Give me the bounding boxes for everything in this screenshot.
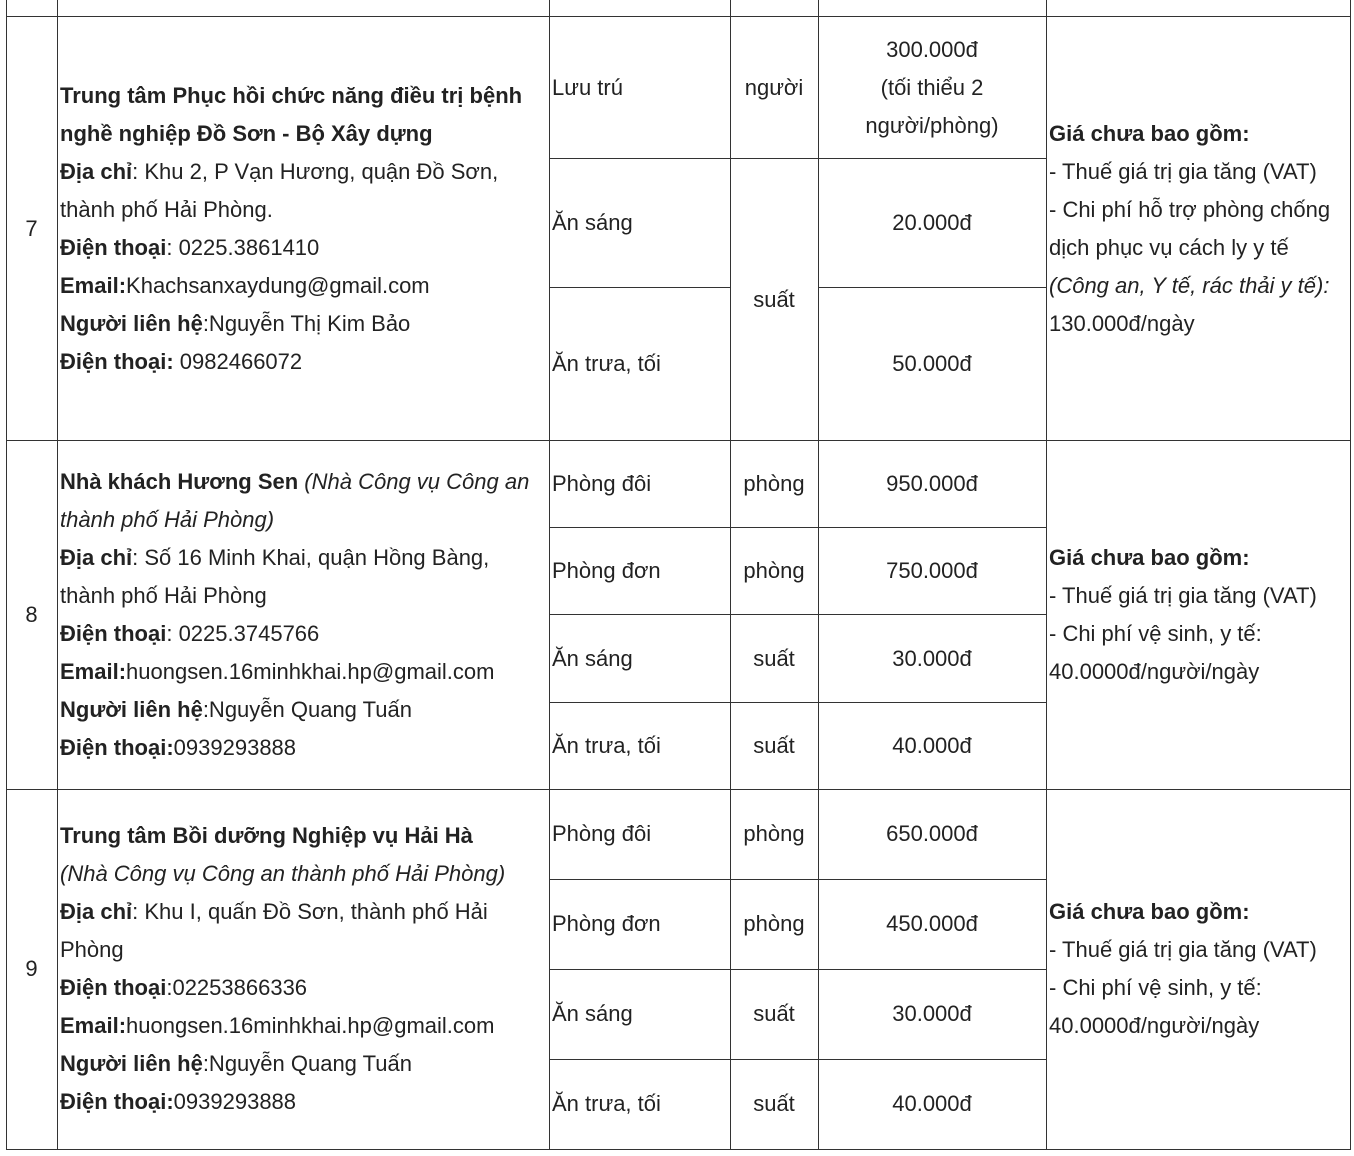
price-note	[1047, 789, 1351, 1149]
note-line: - Thuế giá trị gia tăng (VAT)	[1049, 937, 1317, 963]
service-item: Ăn trưa, tối	[550, 1059, 731, 1149]
service-item: Phòng đơn	[550, 879, 731, 969]
table-row	[7, 789, 1351, 879]
stub-cell	[819, 0, 1047, 17]
contact-value: :Nguyễn Quang Tuấn	[202, 1051, 412, 1077]
phone2-label: Điện thoại:	[60, 734, 174, 760]
service-price: 50.000đ	[819, 288, 1047, 441]
table-row	[7, 17, 1351, 159]
service-item: Ăn sáng	[550, 615, 731, 702]
email-value: huongsen.16minhkhai.hp@gmail.com	[126, 1013, 495, 1039]
service-price: 20.000đ	[819, 159, 1047, 288]
service-unit: phòng	[731, 441, 819, 528]
phone-value: : 0225.3745766	[166, 620, 320, 646]
note-line: - Chi phí vệ sinh, y tế: 40.0000đ/người/ngày	[1049, 620, 1262, 684]
service-unit: người	[731, 17, 819, 159]
facility-info	[58, 17, 550, 441]
price-table-wrapper	[6, 0, 1350, 1150]
facility-subtitle: (Nhà Công vụ Công an thành phố Hải Phòng)	[60, 468, 530, 532]
phone-label: Điện thoại	[60, 975, 167, 1001]
facility-name: Trung tâm Bồi dưỡng Nghiệp vụ Hải Hà	[60, 823, 473, 849]
service-unit: suất	[731, 615, 819, 702]
note-line: - Thuế giá trị gia tăng (VAT)	[1049, 582, 1317, 608]
row-number: 8	[7, 441, 58, 789]
phone2-label: Điện thoại:	[60, 348, 174, 374]
service-unit: suất	[731, 1059, 819, 1149]
service-item: Ăn sáng	[550, 969, 731, 1059]
service-price: 30.000đ	[819, 615, 1047, 702]
service-price: 40.000đ	[819, 1059, 1047, 1149]
service-item: Phòng đơn	[550, 528, 731, 615]
phone-value: :02253866336	[166, 975, 308, 1001]
service-unit: suất	[731, 969, 819, 1059]
stub-cell	[731, 0, 819, 17]
address-label: Địa chỉ	[60, 158, 133, 184]
facility-name: Nhà khách Hương Sen	[60, 468, 299, 494]
contact-value: :Nguyễn Thị Kim Bảo	[202, 310, 411, 336]
price-note	[1047, 17, 1351, 441]
note-line-italic: (Công an, Y tế, rác thải y tế):	[1049, 272, 1330, 298]
stub-cell	[1047, 0, 1351, 17]
table-row	[7, 441, 1351, 528]
facility-subtitle: (Nhà Công vụ Công an thành phố Hải Phòng)	[60, 861, 506, 887]
email-label: Email:	[60, 1013, 127, 1039]
price-note	[1047, 441, 1351, 789]
row-number: 7	[7, 17, 58, 441]
service-item: Phòng đôi	[550, 789, 731, 879]
stub-cell	[550, 0, 731, 17]
email-label: Email:	[60, 272, 127, 298]
facility-name: Trung tâm Phục hồi chức năng điều trị bệnh nghề nghiệp Đồ Sơn - Bộ Xây dựng	[60, 82, 523, 146]
address-value: : Khu I, quấn Đồ Sơn, thành phố Hải Phòng	[60, 899, 488, 963]
phone2-value: 0939293888	[173, 1089, 297, 1115]
service-item: Phòng đôi	[550, 441, 731, 528]
service-price: 750.000đ	[819, 528, 1047, 615]
address-value: : Khu 2, P Vạn Hương, quận Đồ Sơn, thành phố Hải Phòng.	[60, 158, 499, 222]
price-line: người/phòng)	[865, 112, 999, 138]
note-title: Giá chưa bao gồm:	[1049, 899, 1250, 925]
phone-label: Điện thoại	[60, 234, 167, 260]
note-line-tail: 130.000đ/ngày	[1049, 310, 1195, 336]
email-value: huongsen.16minhkhai.hp@gmail.com	[126, 658, 495, 684]
note-line: - Chi phí hỗ trợ phòng chống dịch phục vụ cách ly y tế	[1049, 196, 1331, 260]
note-title: Giá chưa bao gồm:	[1049, 544, 1250, 570]
service-unit: suất	[731, 159, 819, 441]
phone-value: : 0225.3861410	[166, 234, 320, 260]
service-unit: phòng	[731, 789, 819, 879]
email-value: Khachsanxaydung@gmail.com	[126, 272, 430, 298]
stub-cell	[7, 0, 58, 17]
address-value: : Số 16 Minh Khai, quận Hồng Bàng, thành phố Hải Phòng	[60, 544, 490, 608]
accommodation-price-table	[6, 0, 1351, 1150]
contact-label: Người liên hệ	[60, 1051, 203, 1077]
service-price: 950.000đ	[819, 441, 1047, 528]
service-item: Ăn sáng	[550, 159, 731, 288]
price-line: (tối thiểu 2	[880, 74, 984, 100]
service-item: Ăn trưa, tối	[550, 702, 731, 789]
price-line: 300.000đ	[886, 36, 978, 62]
facility-info	[58, 789, 550, 1149]
phone2-value: 0939293888	[173, 734, 297, 760]
address-label: Địa chỉ	[60, 899, 133, 925]
service-item: Lưu trú	[550, 17, 731, 159]
phone-label: Điện thoại	[60, 620, 167, 646]
note-title: Giá chưa bao gồm:	[1049, 120, 1250, 146]
row-number: 9	[7, 789, 58, 1149]
service-unit: suất	[731, 702, 819, 789]
contact-label: Người liên hệ	[60, 696, 203, 722]
address-label: Địa chỉ	[60, 544, 133, 570]
contact-label: Người liên hệ	[60, 310, 203, 336]
previous-row-stub	[7, 0, 1351, 17]
note-line: - Chi phí vệ sinh, y tế: 40.0000đ/người/ngày	[1049, 975, 1262, 1039]
facility-info	[58, 441, 550, 789]
note-line: - Thuế giá trị gia tăng (VAT)	[1049, 158, 1317, 184]
contact-value: :Nguyễn Quang Tuấn	[202, 696, 412, 722]
service-unit: phòng	[731, 528, 819, 615]
service-price: 40.000đ	[819, 702, 1047, 789]
stub-cell	[58, 0, 550, 17]
service-item: Ăn trưa, tối	[550, 288, 731, 441]
email-label: Email:	[60, 658, 127, 684]
service-price: 450.000đ	[819, 879, 1047, 969]
service-price	[819, 17, 1047, 159]
service-price: 30.000đ	[819, 969, 1047, 1059]
service-unit: phòng	[731, 879, 819, 969]
phone2-value: 0982466072	[173, 348, 303, 374]
service-price: 650.000đ	[819, 789, 1047, 879]
phone2-label: Điện thoại:	[60, 1089, 174, 1115]
